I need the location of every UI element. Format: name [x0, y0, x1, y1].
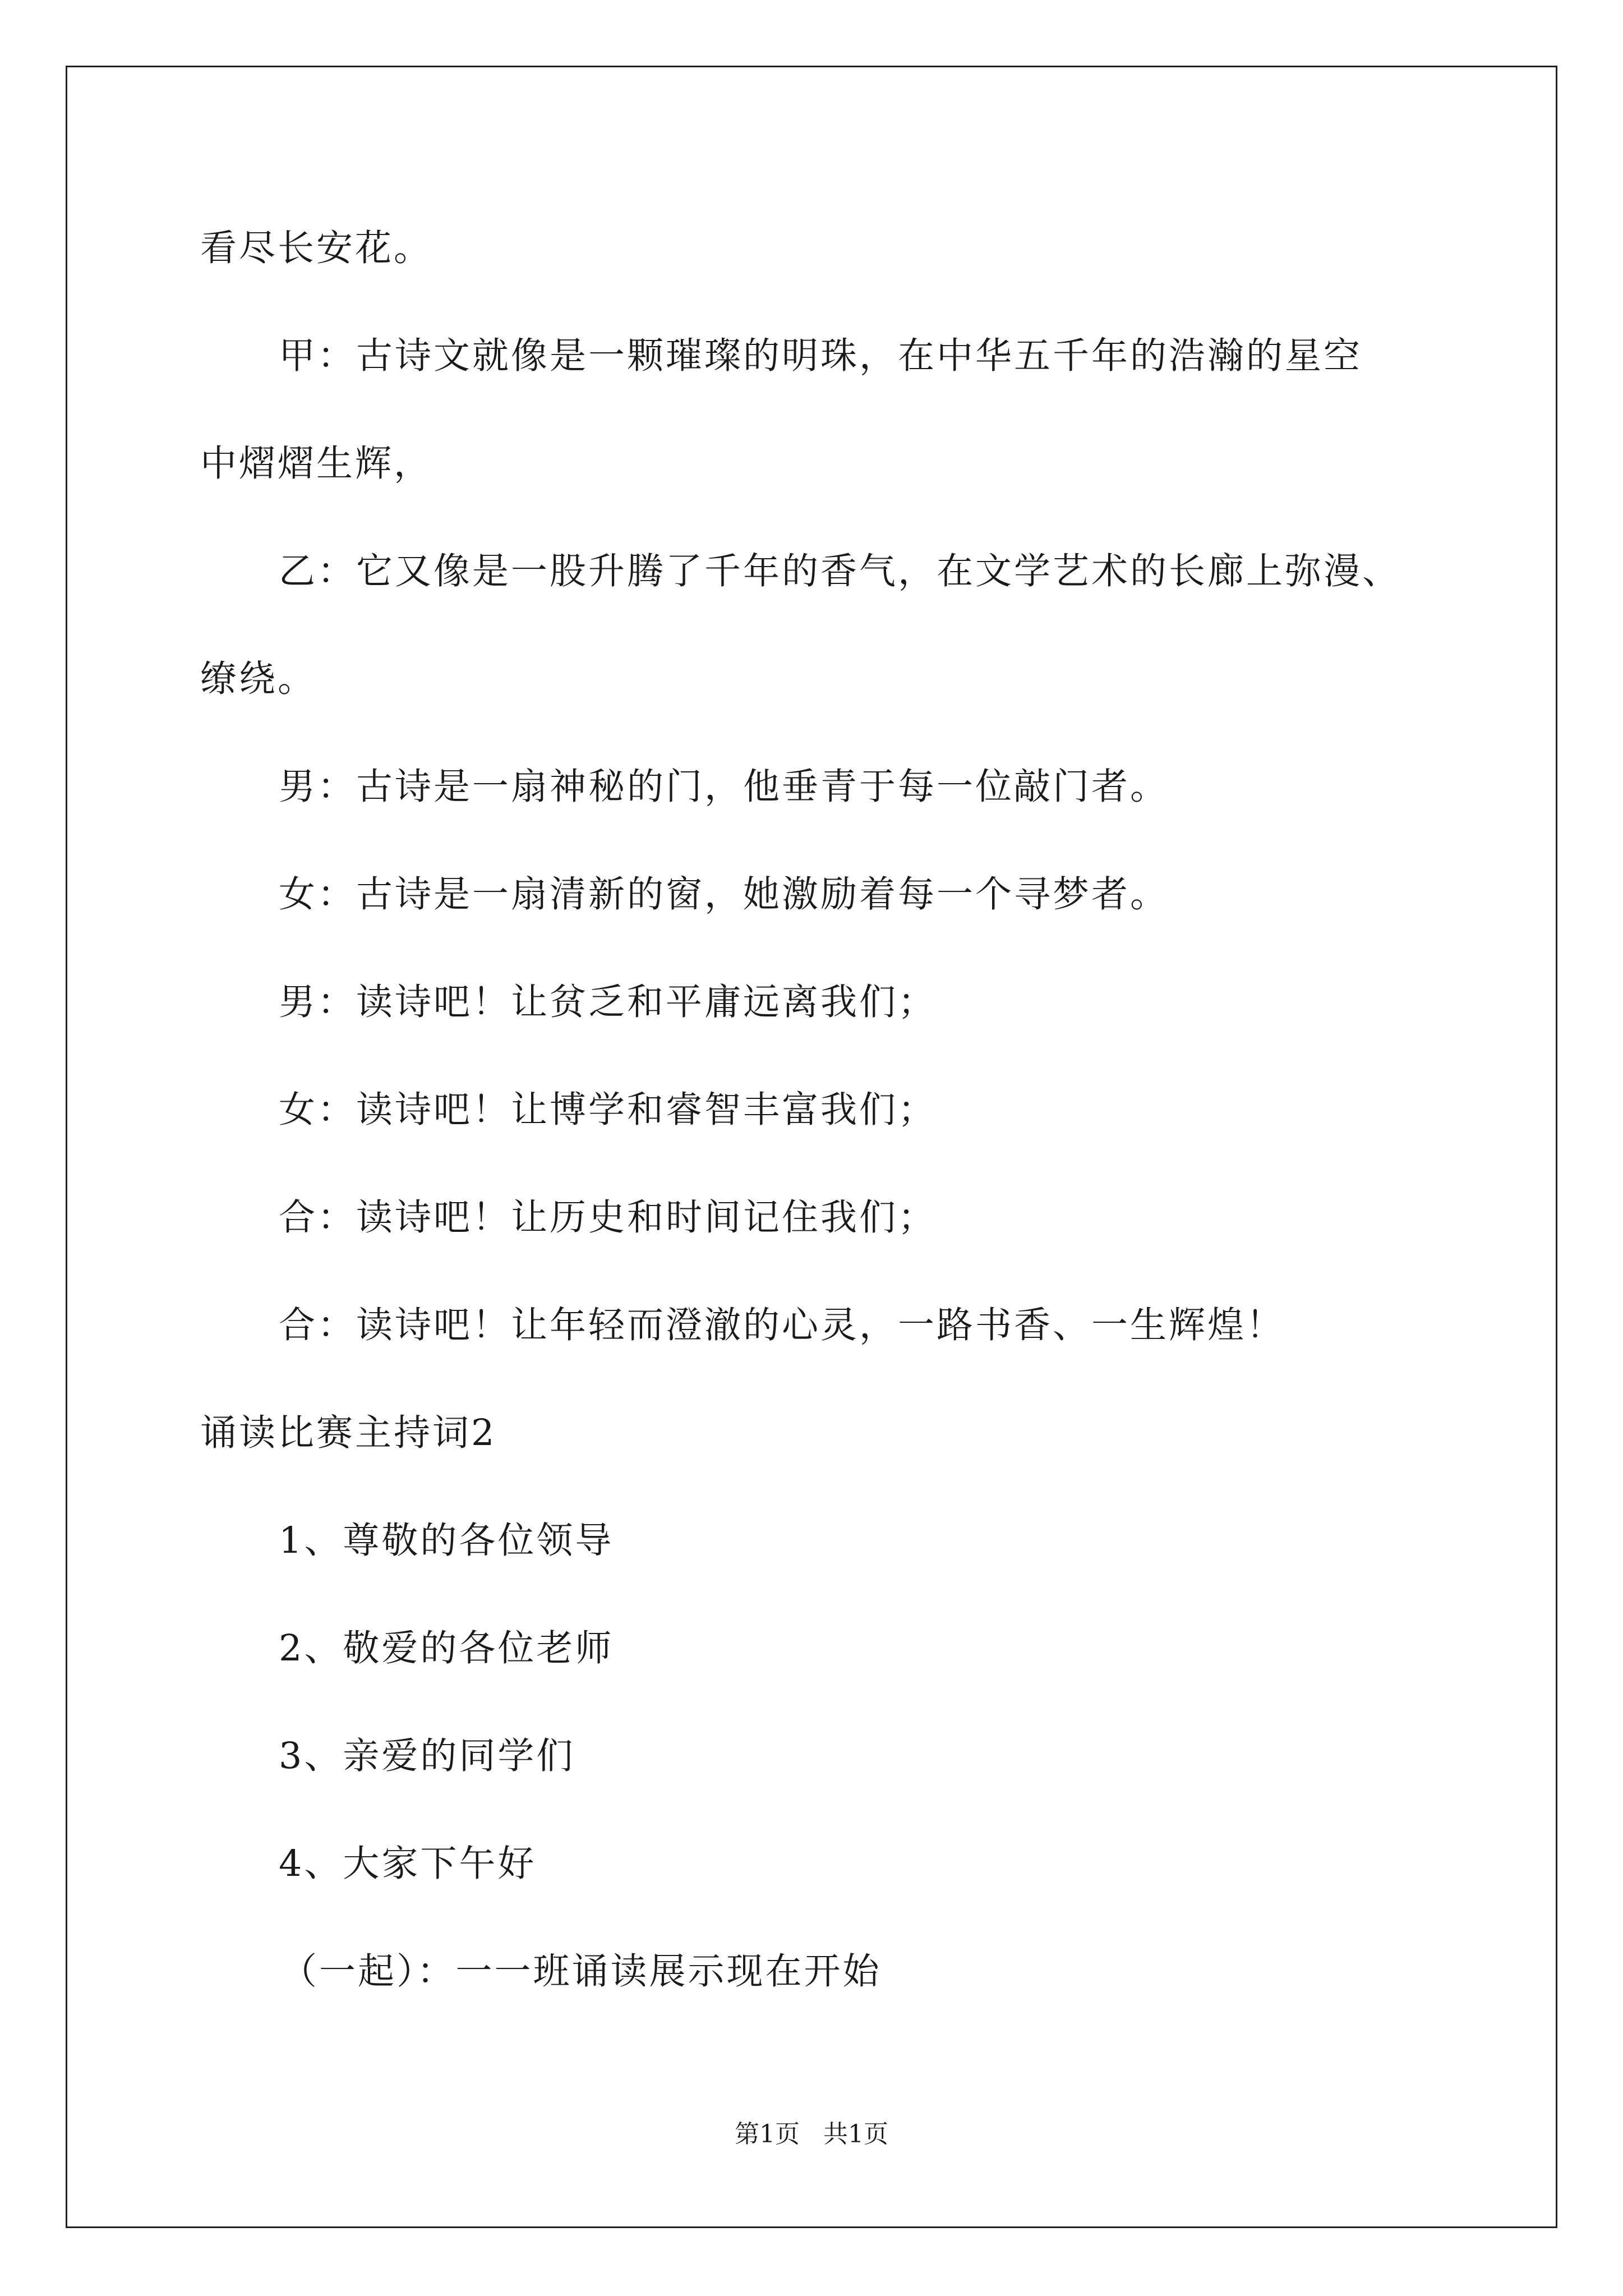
text-line: 甲：古诗文就像是一颗璀璨的明珠，在中华五千年的浩瀚的星空: [279, 335, 1363, 377]
text-line: 女：古诗是一扇清新的窗，她激励着每一个寻梦者。: [279, 873, 1169, 915]
list-item: 1、尊敬的各位领导: [279, 1520, 614, 1562]
text-line: 看尽长安花。: [200, 227, 433, 269]
list-item: 3、亲爱的同学们: [279, 1735, 575, 1777]
text-line: （一起）：一一班诵读展示现在开始: [280, 1950, 882, 1993]
text-line: 女：读诗吧！让博学和睿智丰富我们；: [279, 1089, 937, 1131]
text-line: 合：读诗吧！让历史和时间记住我们；: [279, 1197, 937, 1239]
text-line: 中熠熠生辉，: [200, 443, 433, 485]
page-border: [66, 66, 1557, 2228]
text-line: 合：读诗吧！让年轻而澄澈的心灵，一路书香、一生辉煌！: [279, 1304, 1285, 1346]
list-item: 2、敬爱的各位老师: [279, 1627, 614, 1669]
list-item: 4、大家下午好: [279, 1843, 537, 1885]
section-heading: 诵读比赛主持词2: [200, 1412, 497, 1454]
text-line: 男：古诗是一扇神秘的门，他垂青于每一位敲门者。: [279, 766, 1169, 808]
text-line: 男：读诗吧！让贫乏和平庸远离我们；: [279, 981, 937, 1023]
page-number-footer: 第1页 共1页: [735, 2120, 888, 2148]
text-line: 乙：它又像是一股升腾了千年的香气，在文学艺术的长廊上弥漫、: [279, 550, 1401, 592]
text-line: 缭绕。: [200, 658, 317, 700]
